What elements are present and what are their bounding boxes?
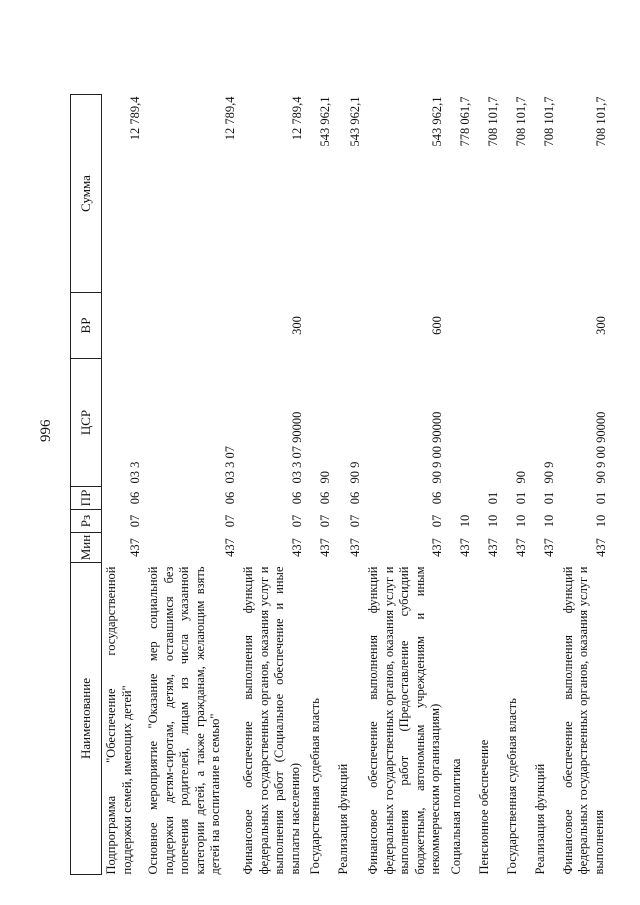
cell-vr bbox=[446, 293, 474, 359]
cell-csr bbox=[446, 359, 474, 487]
cell-vr bbox=[530, 293, 558, 359]
cell-pr: 01 bbox=[514, 491, 528, 505]
cell-vr bbox=[102, 293, 144, 359]
table-row bbox=[144, 95, 239, 875]
cell-name: Финансовое обеспечение выполнения функций федеральных государственных органов, оказания услуг и выполнения bbox=[560, 566, 606, 875]
table-row bbox=[446, 95, 474, 875]
cell-csr bbox=[474, 359, 502, 487]
cell-min: 437 bbox=[347, 538, 362, 557]
header-rz: Рз bbox=[71, 510, 102, 533]
cell-name: Социальная политика bbox=[448, 758, 463, 875]
cell-rz: 07 bbox=[317, 514, 332, 528]
cell-pr: 01 bbox=[542, 491, 556, 505]
cell-name: Государственная судебная власть bbox=[308, 698, 322, 875]
cell-min: 437 bbox=[514, 538, 528, 557]
cell-name: Основное мероприятие "Оказание мер социальной поддержки детям-сиротам, детям, оставшимся без попечения родителей, лицам из числа указанной категории детей, а также гражданам, желающим взять детей на воспитание в семью" bbox=[146, 566, 222, 875]
cell-min: 437 bbox=[127, 538, 142, 557]
header-vr: ВР bbox=[71, 293, 102, 359]
cell-vr: 300 bbox=[289, 316, 304, 335]
cell-csr: 03 3 bbox=[127, 461, 142, 484]
cell-name: Финансовое обеспечение выполнения функций федеральных государственных органов, оказания услуг и выполнения работ (Социальное обеспечение и иные выплаты населению) bbox=[241, 566, 302, 875]
cell-sum: 12 789,4 bbox=[289, 96, 304, 141]
cell-sum: 708 101,7 bbox=[514, 96, 528, 147]
cell-min: 437 bbox=[430, 538, 444, 557]
cell-min: 437 bbox=[289, 538, 304, 557]
table-row bbox=[474, 95, 502, 875]
table-row bbox=[530, 95, 558, 875]
cell-sum: 543 962,1 bbox=[347, 96, 362, 147]
header-pr: ПР bbox=[71, 487, 102, 510]
table-header-row bbox=[71, 95, 102, 875]
table-row bbox=[502, 95, 530, 875]
cell-name: Подпрограмма "Обеспечение государственной поддержки семей, имеющих детей" bbox=[104, 566, 134, 875]
cell-csr: 90 9 00 90000 bbox=[430, 411, 444, 484]
cell-sum: 12 789,4 bbox=[127, 96, 142, 141]
table-row bbox=[558, 95, 609, 875]
cell-rz: 07 bbox=[430, 514, 444, 528]
cell-min: 437 bbox=[542, 538, 556, 557]
header-sum: Сумма bbox=[71, 95, 102, 293]
cell-rz: 10 bbox=[542, 514, 556, 528]
cell-rz: 07 bbox=[289, 514, 304, 528]
cell-sum: 543 962,1 bbox=[317, 96, 332, 147]
cell-vr bbox=[502, 293, 530, 359]
cell-pr: 06 bbox=[430, 491, 444, 505]
cell-sum: 708 101,7 bbox=[593, 96, 608, 147]
table-row bbox=[334, 95, 364, 875]
cell-csr: 90 bbox=[317, 471, 332, 484]
rotated-page bbox=[70, 95, 615, 875]
cell-rz: 07 bbox=[347, 514, 362, 528]
cell-csr: 90 9 00 90000 bbox=[593, 411, 608, 484]
cell-vr: 300 bbox=[593, 316, 608, 335]
table-row bbox=[102, 95, 144, 875]
cell-vr bbox=[334, 293, 364, 359]
cell-vr: 600 bbox=[430, 316, 444, 335]
cell-min: 437 bbox=[222, 538, 237, 557]
cell-vr bbox=[144, 293, 239, 359]
cell-name: Реализация функций bbox=[336, 763, 350, 875]
cell-csr: 90 bbox=[514, 471, 528, 484]
cell-csr: 90 9 bbox=[542, 461, 556, 484]
cell-pr: 06 bbox=[347, 491, 362, 505]
cell-name: Пенсионное обеспечение bbox=[476, 739, 491, 875]
cell-sum: 708 101,7 bbox=[486, 96, 500, 147]
cell-name: Реализация функций bbox=[532, 763, 547, 875]
cell-csr: 03 3 07 90000 bbox=[289, 411, 304, 484]
cell-rz: 07 bbox=[222, 514, 237, 528]
budget-table bbox=[70, 94, 609, 875]
cell-csr: 90 9 bbox=[347, 461, 362, 484]
cell-rz: 10 bbox=[458, 514, 472, 528]
header-min: Мин bbox=[71, 533, 102, 563]
cell-rz: 10 bbox=[593, 514, 608, 528]
cell-min: 437 bbox=[458, 538, 472, 557]
cell-pr: 01 bbox=[486, 491, 500, 505]
header-csr: ЦСР bbox=[71, 359, 102, 487]
cell-csr: 03 3 07 bbox=[222, 446, 237, 484]
cell-sum: 12 789,4 bbox=[222, 96, 237, 141]
cell-vr bbox=[306, 293, 334, 359]
cell-rz: 10 bbox=[486, 514, 500, 528]
table-row bbox=[364, 95, 447, 875]
header-name: Наименование bbox=[71, 563, 102, 875]
cell-vr bbox=[474, 293, 502, 359]
cell-name: Государственная судебная власть bbox=[504, 698, 519, 875]
cell-min: 437 bbox=[317, 538, 332, 557]
table-row bbox=[306, 95, 334, 875]
cell-pr: 06 bbox=[127, 491, 142, 505]
cell-min: 437 bbox=[593, 538, 608, 557]
cell-sum: 778 061,7 bbox=[458, 96, 472, 147]
cell-rz: 10 bbox=[514, 514, 528, 528]
cell-pr: 06 bbox=[222, 491, 237, 505]
cell-pr: 06 bbox=[317, 491, 332, 505]
cell-sum: 708 101,7 bbox=[542, 96, 556, 147]
cell-pr: 01 bbox=[593, 491, 608, 505]
cell-pr bbox=[446, 487, 474, 510]
cell-min: 437 bbox=[486, 538, 500, 557]
table-row bbox=[239, 95, 306, 875]
cell-pr: 06 bbox=[289, 491, 304, 505]
cell-name: Финансовое обеспечение выполнения функций федеральных государственных органов, оказания услуг и выполнения работ (Предоставление субсидий бюджетным, автономным учреждениям и иным некоммерческим организациям) bbox=[366, 566, 442, 875]
cell-sum: 543 962,1 bbox=[430, 96, 444, 147]
cell-rz: 07 bbox=[127, 514, 142, 528]
page-number: 996 bbox=[38, 419, 54, 442]
